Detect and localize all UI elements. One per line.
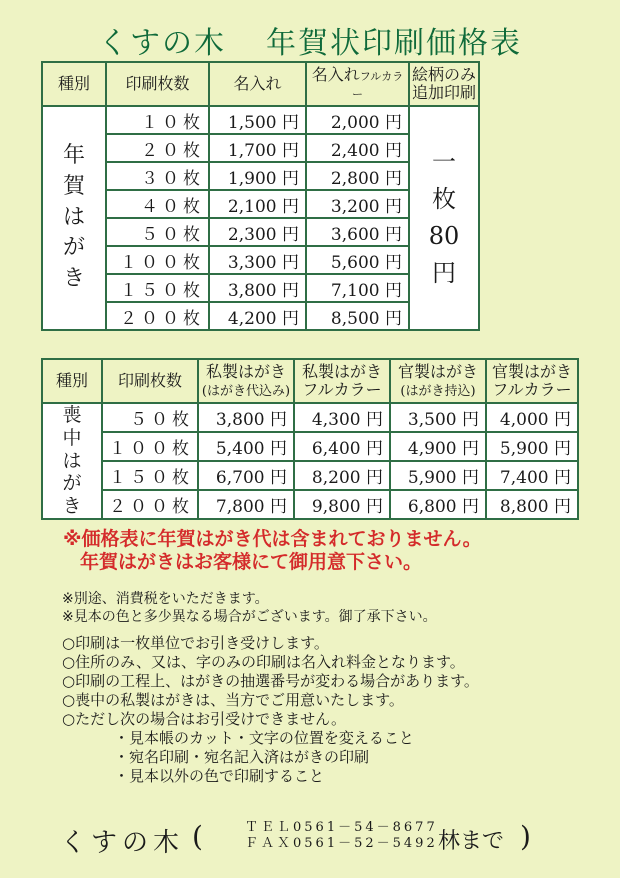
header-name-print: 名入れ [209,62,306,106]
price-private-card: 5,400 円 [198,432,294,461]
header-type: 種別 [42,62,106,106]
price-name-print: 4,200 円 [209,302,306,330]
price-name-print-fullcolor: 2,800 円 [306,162,409,190]
header-private-card-fullcolor: 私製はがき フルカラー [294,359,390,403]
header-official-card-fullcolor: 官製はがき フルカラー [486,359,578,403]
price-private-card-fullcolor: 4,300 円 [294,403,390,432]
note-subline: ・見本以外の色で印刷すること [114,767,325,785]
note-line: ※別途、消費税をいただきます。 [62,591,269,607]
price-official-card: 3,500 円 [390,403,486,432]
quantity-cell: ２０枚 [106,134,209,162]
quantity-cell: ４０枚 [106,190,209,218]
header-extra-print: 絵柄のみ 追加印刷 [409,62,479,106]
price-name-print-fullcolor: 2,000 円 [306,106,409,134]
warning-line: 年賀はがきはお客様にて御用意下さい。 [80,551,423,573]
category-char: 喪 [62,404,82,426]
extra-price-char: 枚 [432,184,456,213]
category-char: が [62,472,82,495]
quantity-cell: ３０枚 [106,162,209,190]
price-name-print-fullcolor: 8,500 円 [306,302,409,330]
header-type: 種別 [42,359,102,403]
quantity-cell: ５０枚 [106,218,209,246]
price-private-card: 6,700 円 [198,461,294,490]
quantity-cell: １５０枚 [102,461,198,490]
category-char: き [62,266,85,292]
tel-number: ＴＥＬ0561－54－8677 [245,820,438,835]
quantity-cell: １００枚 [106,246,209,274]
footer-shop-name: くすの木 [60,828,185,858]
fax-number: ＦＡＸ0561－52－5492 [245,836,438,851]
category-char: は [62,204,85,230]
note-subline: ・見本帳のカット・文字の位置を変えること [114,729,414,747]
notes-conditions [62,634,479,786]
price-private-card: 7,800 円 [198,490,294,519]
price-private-card-fullcolor: 8,200 円 [294,461,390,490]
price-name-print: 2,300 円 [209,218,306,246]
page-title [0,18,620,62]
table-row [42,490,578,519]
category-char: 中 [62,426,82,449]
price-official-card: 5,900 円 [390,461,486,490]
note-line: ○喪中の私製はがきは、当方でご用意いたします。 [62,691,404,709]
notes-tax [62,590,437,626]
extra-price-char: 80 [428,222,460,250]
footer-phone-fax [245,820,438,852]
category-char: 賀 [62,173,85,199]
table-row [42,461,578,490]
note-subline: ・宛名印刷・宛名記入済はがきの印刷 [114,748,370,766]
footer-open-paren: ( [192,820,203,853]
footer-close-paren: ) [520,820,531,853]
category-char: は [62,449,82,472]
price-official-card: 6,800 円 [390,490,486,519]
price-name-print-fullcolor: 3,200 円 [306,190,409,218]
price-name-print-fullcolor: 3,600 円 [306,218,409,246]
warning-line: ※価格表に年賀はがき代は含まれておりません。 [63,528,482,550]
table-row [42,432,578,461]
price-official-card-fullcolor: 5,900 円 [486,432,578,461]
quantity-cell: １５０枚 [106,274,209,302]
category-mourning [42,403,102,519]
note-line: ○住所のみ、又は、字のみの印刷は名入れ料金となります。 [62,653,465,671]
footer-contact-person: 林まで [438,829,505,854]
table-row [42,403,578,432]
category-new-year [42,106,106,330]
quantity-cell: １００枚 [102,432,198,461]
price-name-print: 1,900 円 [209,162,306,190]
note-line: ※見本の色と多少異なる場合がございます。御了承下さい。 [62,609,437,625]
price-official-card-fullcolor: 7,400 円 [486,461,578,490]
note-line: ○印刷の工程上、はがきの抽選番号が変わる場合があります。 [62,672,479,690]
price-warning [63,528,482,574]
header-quantity: 印刷枚数 [106,62,209,106]
price-list-heading: 年賀状印刷価格表 [266,26,522,61]
header-official-card: 官製はがき (はがき持込) [390,359,486,403]
price-private-card: 3,800 円 [198,403,294,432]
header-name-print-fullcolor: 名入れフルカラー [306,62,409,106]
header-quantity: 印刷枚数 [102,359,198,403]
price-name-print: 2,100 円 [209,190,306,218]
shop-name: くすの木 [98,26,226,61]
price-name-print: 1,500 円 [209,106,306,134]
table-row [42,106,479,134]
price-name-print: 1,700 円 [209,134,306,162]
price-official-card: 4,900 円 [390,432,486,461]
price-private-card-fullcolor: 9,800 円 [294,490,390,519]
price-official-card-fullcolor: 4,000 円 [486,403,578,432]
new-year-price-table [41,61,480,331]
quantity-cell: ２００枚 [102,490,198,519]
price-name-print-fullcolor: 5,600 円 [306,246,409,274]
price-name-print-fullcolor: 7,100 円 [306,274,409,302]
quantity-cell: ２００枚 [106,302,209,330]
price-official-card-fullcolor: 8,800 円 [486,490,578,519]
category-char: 年 [62,143,85,168]
extra-print-price [409,106,479,330]
extra-price-char: 円 [432,259,456,288]
price-name-print: 3,300 円 [209,246,306,274]
category-char: き [62,495,82,518]
extra-price-char: 一 [432,147,456,176]
note-line: ○印刷は一枚単位でお引き受けします。 [62,634,329,652]
price-name-print-fullcolor: 2,400 円 [306,134,409,162]
footer-contact [60,818,600,858]
header-private-card: 私製はがき (はがき代込み) [198,359,294,403]
quantity-cell: １０枚 [106,106,209,134]
price-private-card-fullcolor: 6,400 円 [294,432,390,461]
mourning-price-table [41,358,579,520]
category-char: が [62,235,85,261]
note-line: ○ただし次の場合はお引受けできません。 [62,710,346,728]
price-name-print: 3,800 円 [209,274,306,302]
quantity-cell: ５０枚 [102,403,198,432]
